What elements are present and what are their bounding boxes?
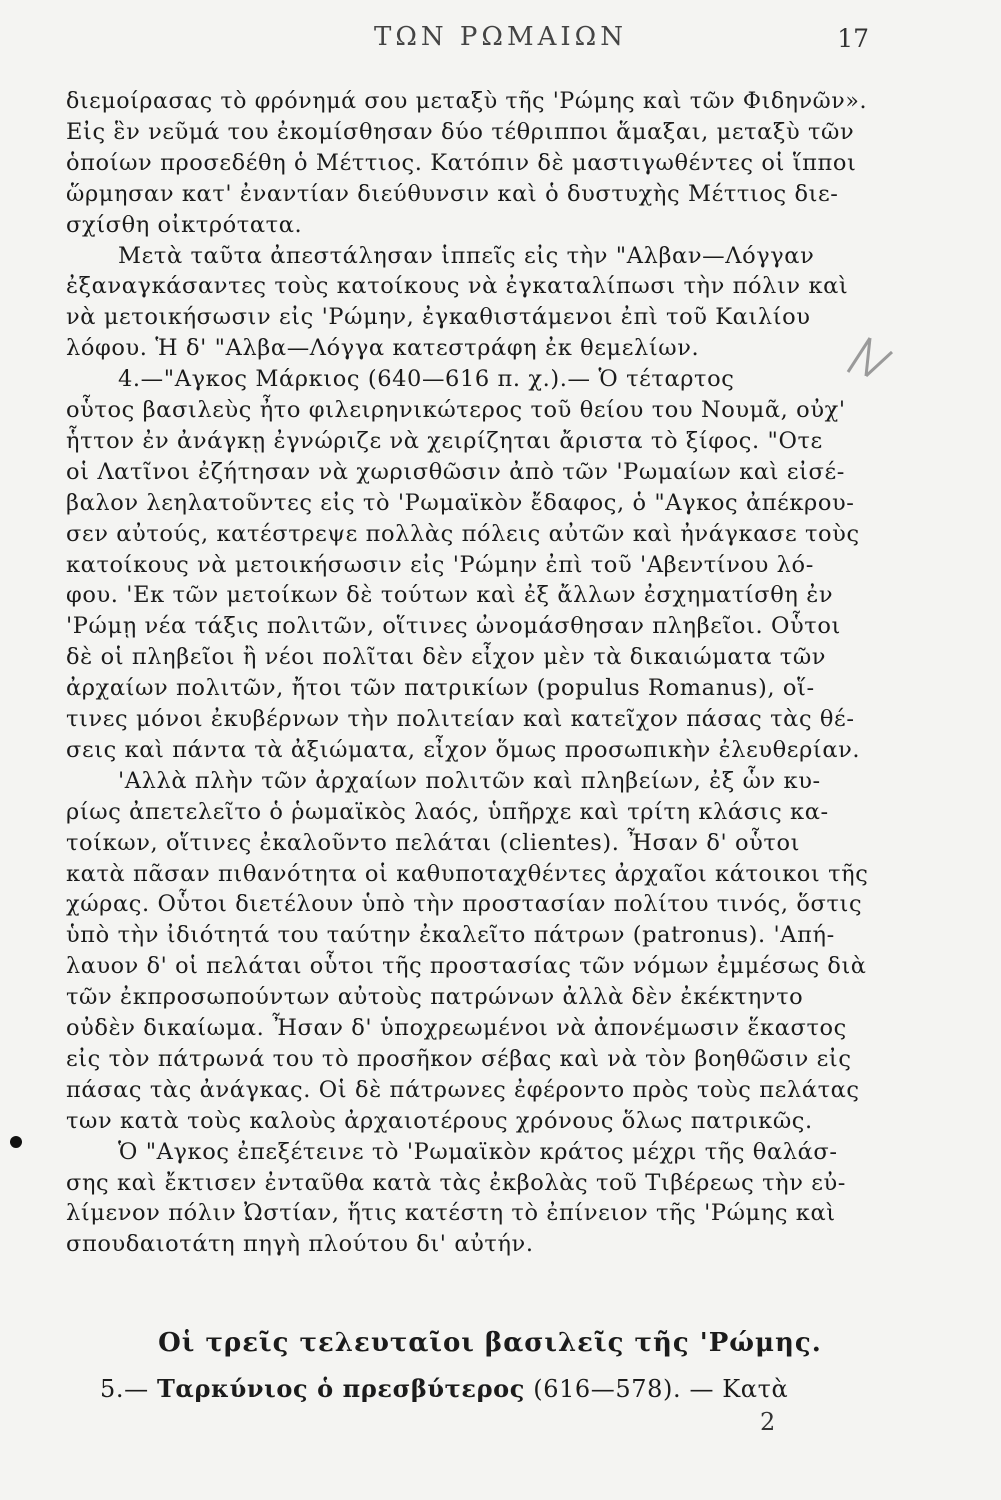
text-line: 'Αλλὰ πλὴν τῶν ἀρχαίων πολιτῶν καὶ πληβείων, ἐξ ὧν κυ- <box>118 767 821 794</box>
section-heading: Οἱ τρεῖς τελευταῖοι βασιλεῖς τῆς 'Ρώμης. <box>158 1328 822 1358</box>
text-line: λόφου. Ἡ δ' "Αλβα—Λόγγα κατεστράφη ἐκ θεμελίων. <box>66 335 700 362</box>
text-line: σης καὶ ἔκτισεν ἐνταῦθα κατὰ τὰς ἐκβολὰς τοῦ Τιβέρεως τὴν εὐ- <box>66 1169 846 1196</box>
text-line: διεμοίρασας τὸ φρόνημά σου μεταξὺ τῆς 'Ρώμης καὶ τῶν Φιδηνῶν». <box>66 88 868 114</box>
text-line: οὗτος βασιλεὺς ἦτο φιλειρηνικώτερος τοῦ θείου του Νουμᾶ, οὐχ' <box>66 397 846 423</box>
text-line: τοίκων, οἵτινες ἐκαλοῦντο πελάται (clientes). Ἦσαν δ' οὗτοι <box>66 829 801 856</box>
signature-mark: 2 <box>760 1408 776 1436</box>
text-line: κατοίκους νὰ μετοικήσωσιν εἰς 'Ρώμην ἐπὶ τοῦ 'Αβεντίνου λό- <box>66 551 814 578</box>
text-line: χώρας. Οὗτοι διετέλουν ὑπὸ τὴν προστασίαν πολίτου τινός, ὅστις <box>66 891 863 918</box>
text-line: Εἰς ἓν νεῦμά του ἐκομίσθησαν δύο τέθριπποι ἅμαξαι, μεταξὺ τῶν <box>66 118 855 145</box>
text-line: λαυον δ' οἱ πελάται οὗτοι τῆς προστασίας τῶν νόμων ἐμμέσως διὰ <box>66 953 867 980</box>
entry-continuation: — Κατὰ <box>689 1375 789 1403</box>
text-line: νὰ μετοικήσωσιν εἰς 'Ρώμην, ἐγκαθιστάμενοι ἐπὶ τοῦ Καιλίου <box>66 304 811 331</box>
running-header: ΤΩΝ ΡΩΜΑΙΩΝ <box>374 22 627 52</box>
text-line: 'Ρώμῃ νέα τάξις πολιτῶν, οἵτινες ὠνομάσθησαν πληβεῖοι. Οὗτοι <box>66 613 841 640</box>
text-line: βαλον λεηλατοῦντες εἰς τὸ 'Ρωμαϊκὸν ἔδαφος, ὁ "Αγκος ἀπέκρου- <box>66 489 855 516</box>
king-entry-5 <box>100 1374 788 1403</box>
text-line: δὲ οἱ πληβεῖοι ἢ νέοι πολῖται δὲν εἶχον μὲν τὰ δικαιώματα τῶν <box>66 644 827 671</box>
text-line: ὑπὸ τὴν ἰδιότητά του ταύτην ἐκαλεῖτο πάτρων (patronus). 'Απή- <box>66 922 835 949</box>
text-line: ὁποίων προσεδέθη ὁ Μέττιος. Κατόπιν δὲ μαστιγωθέντες οἱ ἵπποι <box>66 149 857 176</box>
text-line: κατὰ πᾶσαν πιθανότητα οἱ καθυποταχθέντες ἀρχαῖοι κάτοικοι τῆς <box>66 860 869 887</box>
entry-number: 5.— <box>100 1375 149 1403</box>
reign-dates: (616—578). <box>533 1375 682 1403</box>
text-line: οὐδὲν δικαίωμα. Ἦσαν δ' ὑποχρεωμένοι νὰ ἀπονέμωσιν ἕκαστος <box>66 1015 847 1041</box>
text-line: ἀρχαίων πολιτῶν, ἤτοι τῶν πατρικίων (populus Romanus), οἵ- <box>66 675 815 702</box>
text-line: ἐξαναγκάσαντες τοὺς κατοίκους νὰ ἐγκαταλίπωσι τὴν πόλιν καὶ <box>66 273 849 300</box>
text-line: 4.—"Αγκος Μάρκιος (640—616 π. χ.).— Ὁ τέταρτος <box>118 366 735 393</box>
text-line: φου. 'Εκ τῶν μετοίκων δὲ τούτων καὶ ἐξ ἄλλων ἐσχηματίσθη ἐν <box>66 582 834 609</box>
text-line: ρίως ἀπετελεῖτο ὁ ῥωμαϊκὸς λαός, ὑπῆρχε καὶ τρίτη κλάσις κα- <box>66 798 829 825</box>
text-line: τῶν ἐκπροσωπούντων αὐτοὺς πατρώνων ἀλλὰ δὲν ἐκέκτηντο <box>66 984 804 1011</box>
text-line: Μετὰ ταῦτα ἀπεστάλησαν ἱππεῖς εἰς τὴν "Αλβαν—Λόγγαν <box>118 242 815 269</box>
king-name: Ταρκύνιος ὁ πρεσβύτερος <box>156 1374 525 1403</box>
text-line: εἰς τὸν πάτρωνά του τὸ προσῆκον σέβας καὶ νὰ τὸν βοηθῶσιν εἰς <box>66 1045 852 1072</box>
text-line: Ὁ "Αγκος ἐπεξέτεινε τὸ 'Ρωμαϊκὸν κράτος μέχρι τῆς θαλάσ- <box>118 1138 838 1165</box>
text-line: ἧττον ἐν ἀνάγκῃ ἐγνώριζε νὰ χειρίζηται ἄριστα τὸ ξίφος. "Οτε <box>66 427 823 454</box>
text-line: ὥρμησαν κατ' ἐναντίαν διεύθυνσιν καὶ ὁ δυστυχὴς Μέττιος διε- <box>66 180 839 207</box>
text-line: οἱ Λατῖνοι ἐζήτησαν νὰ χωρισθῶσιν ἀπὸ τῶν 'Ρωμαίων καὶ εἰσέ- <box>66 458 845 485</box>
text-line: σεις καὶ πάντα τὰ ἀξιώματα, εἶχον ὅμως προσωπικὴν ἐλευθερίαν. <box>66 736 861 763</box>
text-line: σχίσθη οἰκτρότατα. <box>66 211 303 238</box>
page-number: 17 <box>837 24 869 53</box>
text-line: των κατὰ τοὺς καλοὺς ἀρχαιοτέρους χρόνους ὅλως πατρικῶς. <box>66 1107 813 1134</box>
text-line: σεν αὐτούς, κατέστρεψε πολλὰς πόλεις αὐτῶν καὶ ἠνάγκασε τοὺς <box>66 520 860 547</box>
text-line: πάσας τὰς ἀνάγκας. Οἱ δὲ πάτρωνες ἐφέροντο πρὸς τοὺς πελάτας <box>66 1076 860 1103</box>
margin-dot <box>10 1136 22 1148</box>
text-line: λίμενον πόλιν Ὠστίαν, ἥτις κατέστη τὸ ἐπίνειον τῆς 'Ρώμης καὶ <box>66 1200 836 1227</box>
text-line: σπουδαιοτάτη πηγὴ πλούτου δι' αὐτήν. <box>66 1231 534 1258</box>
text-line: τινες μόνοι ἐκυβέρνων τὴν πολιτείαν καὶ κατεῖχον πάσας τὰς θέ- <box>66 706 855 732</box>
